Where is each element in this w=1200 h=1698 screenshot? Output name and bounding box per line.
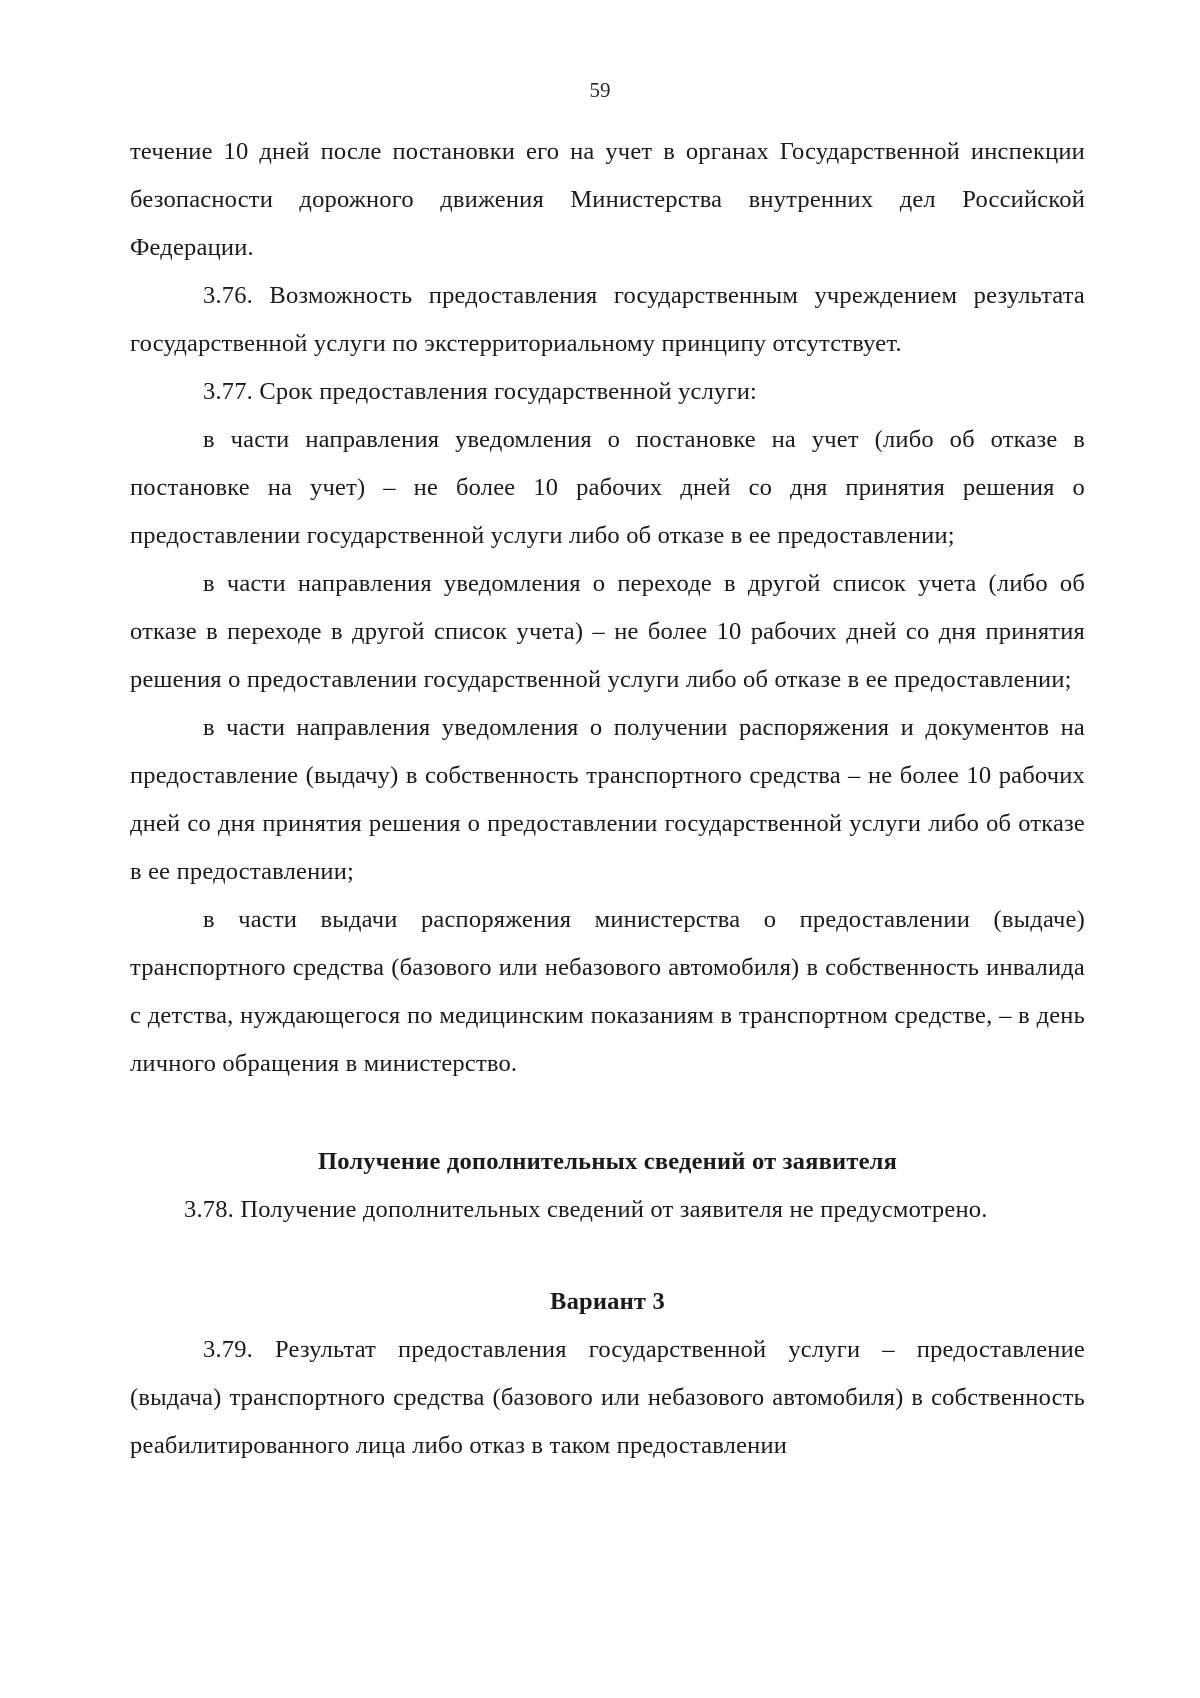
document-body [130, 128, 1085, 1470]
paragraph-3-76: 3.76. Возможность предоставления государственным учреждением результата государственной услуги по экстерриториальному принципу отсутствует. [130, 282, 1085, 357]
paragraph-continuation: течение 10 дней после постановки его на учет в органах Государственной инспекции безопасности дорожного движения Министерства внутренних дел Российской Федерации. [130, 138, 1085, 261]
paragraph-term-list-transfer: в части направления уведомления о переходе в другой список учета (либо об отказе в переходе в другой список учета) – не более 10 рабочих дней со дня принятия решения о предоставлении государственной услуги либо об отказе в ее предоставлении; [130, 570, 1085, 693]
paragraph-3-77: 3.77. Срок предоставления государственной услуги: [203, 378, 758, 405]
section-heading-variant-3: Вариант 3 [550, 1288, 665, 1315]
paragraph-term-registration: в части направления уведомления о постановке на учет (либо об отказе в постановке на учет) – не более 10 рабочих дней со дня принятия решения о предоставлении государственной услуги либо об отказе в ее предоставлении; [130, 426, 1085, 549]
page-number: 59 [589, 78, 611, 102]
paragraph-3-79: 3.79. Результат предоставления государственной услуги – предоставление (выдача) транспортного средства (базового или небазового автомобиля) в собственность реабилитированного лица либо отказ в таком предоставлении [130, 1336, 1085, 1459]
paragraph-term-order-receipt: в части направления уведомления о получении распоряжения и документов на предоставление (выдачу) в собственность транспортного средства – не более 10 рабочих дней со дня принятия решения о предоставлении государственной услуги либо об отказе в ее предоставлении; [130, 714, 1085, 885]
spacer [130, 1088, 1085, 1138]
paragraph-term-order-issue: в части выдачи распоряжения министерства о предоставлении (выдаче) транспортного средства (базового или небазового автомобиля) в собственность инвалида с детства, нуждающегося по медицинским показаниям в транспортном средстве, – в день личного обращения в министерство. [130, 906, 1085, 1077]
spacer [130, 1234, 1085, 1278]
section-heading-additional-info: Получение дополнительных сведений от заявителя [317, 1148, 898, 1175]
paragraph-3-78: 3.78. Получение дополнительных сведений от заявителя не предусмотрено. [184, 1196, 988, 1223]
